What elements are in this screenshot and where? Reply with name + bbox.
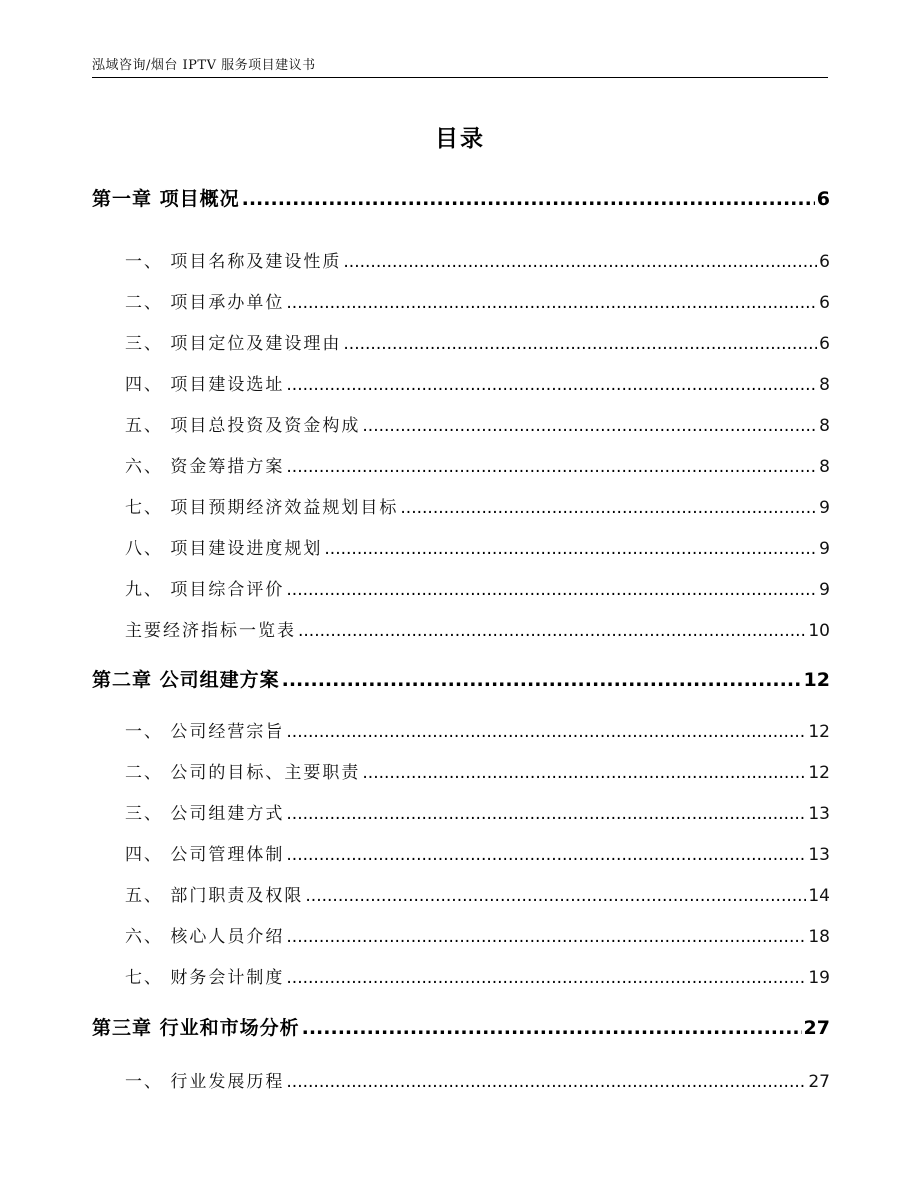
toc-dot-leader [302, 1017, 802, 1039]
toc-entry-label: 二、 公司的目标、主要职责 [125, 763, 361, 783]
toc-dot-leader [282, 669, 802, 691]
toc-section-entry[interactable] [125, 493, 830, 518]
toc-dot-leader [242, 188, 815, 210]
toc-section-entry[interactable] [125, 247, 830, 272]
toc-entry-label: 第三章 行业和市场分析 [92, 1017, 300, 1039]
toc-entry-label: 五、 项目总投资及资金构成 [125, 416, 361, 436]
toc-section-entry[interactable] [125, 922, 830, 947]
toc-dot-leader [286, 722, 806, 742]
toc-chapter-entry[interactable] [92, 665, 830, 692]
toc-section-entry[interactable] [125, 288, 830, 313]
toc-dot-leader [286, 293, 817, 313]
toc-section-entry[interactable] [125, 1067, 830, 1092]
toc-section-entry[interactable] [125, 963, 830, 988]
toc-entry-label: 四、 公司管理体制 [125, 845, 285, 865]
toc-dot-leader [324, 539, 817, 559]
toc-section-entry[interactable] [125, 452, 830, 477]
toc-page-number: 8 [819, 375, 830, 395]
toc-dot-leader [343, 334, 817, 354]
toc-entry-label: 四、 项目建设选址 [125, 375, 285, 395]
toc-page-number: 9 [819, 580, 830, 600]
toc-entry-label: 七、 财务会计制度 [125, 968, 285, 988]
toc-section-entry[interactable] [125, 370, 830, 395]
toc-page-number: 19 [808, 968, 830, 988]
toc-section-entry[interactable] [125, 575, 830, 600]
toc-dot-leader [362, 763, 806, 783]
toc-section-entry[interactable] [125, 881, 830, 906]
toc-entry-label: 主要经济指标一览表 [125, 621, 296, 641]
toc-entry-label: 一、 项目名称及建设性质 [125, 252, 342, 272]
toc-dot-leader [305, 886, 806, 906]
toc-dot-leader [286, 927, 806, 947]
toc-entry-label: 第二章 公司组建方案 [92, 669, 280, 691]
toc-section-entry[interactable] [125, 717, 830, 742]
toc-page-number: 6 [816, 188, 830, 210]
toc-dot-leader [286, 375, 817, 395]
toc-section-entry[interactable] [125, 799, 830, 824]
toc-page-number: 8 [819, 416, 830, 436]
toc-section-entry[interactable] [125, 840, 830, 865]
toc-page-number: 6 [819, 334, 830, 354]
toc-entry-label: 五、 部门职责及权限 [125, 886, 304, 906]
toc-chapter-entry[interactable] [92, 184, 830, 211]
toc-dot-leader [286, 804, 806, 824]
toc-entry-label: 一、 行业发展历程 [125, 1072, 285, 1092]
toc-dot-leader [362, 416, 817, 436]
toc-page-number: 27 [803, 1017, 830, 1039]
toc-entry-label: 六、 核心人员介绍 [125, 927, 285, 947]
toc-dot-leader [286, 968, 806, 988]
toc-page-number: 13 [808, 804, 830, 824]
toc-entry-label: 九、 项目综合评价 [125, 580, 285, 600]
toc-entry-label: 八、 项目建设进度规划 [125, 539, 323, 559]
toc-section-entry[interactable] [125, 411, 830, 436]
toc-page-number: 9 [819, 539, 830, 559]
toc-section-entry[interactable] [125, 534, 830, 559]
toc-entry-label: 六、 资金筹措方案 [125, 457, 285, 477]
toc-dot-leader [286, 457, 817, 477]
running-header: 泓域咨询/烟台 IPTV 服务项目建议书 [92, 58, 316, 73]
toc-section-entry[interactable] [125, 329, 830, 354]
toc-page-number: 18 [808, 927, 830, 947]
toc-page-number: 6 [819, 293, 830, 313]
toc-entry-label: 七、 项目预期经济效益规划目标 [125, 498, 399, 518]
toc-page-number: 13 [808, 845, 830, 865]
toc-page-number: 12 [803, 669, 830, 691]
toc-section-entry[interactable] [125, 616, 830, 641]
toc-page-number: 8 [819, 457, 830, 477]
toc-dot-leader [298, 621, 806, 641]
toc-entry-label: 一、 公司经营宗旨 [125, 722, 285, 742]
toc-section-entry[interactable] [125, 758, 830, 783]
toc-title: 目录 [435, 126, 485, 152]
toc-dot-leader [286, 845, 806, 865]
toc-entry-label: 二、 项目承办单位 [125, 293, 285, 313]
toc-page-number: 12 [808, 722, 830, 742]
toc-page-number: 12 [808, 763, 830, 783]
toc-dot-leader [400, 498, 817, 518]
toc-dot-leader [286, 1072, 806, 1092]
toc-entry-label: 第一章 项目概况 [92, 188, 240, 210]
toc-page-number: 6 [819, 252, 830, 272]
toc-page-number: 9 [819, 498, 830, 518]
toc-dot-leader [286, 580, 817, 600]
toc-entry-label: 三、 项目定位及建设理由 [125, 334, 342, 354]
toc-entry-label: 三、 公司组建方式 [125, 804, 285, 824]
toc-page-number: 10 [808, 621, 830, 641]
toc-dot-leader [343, 252, 817, 272]
toc-chapter-entry[interactable] [92, 1013, 830, 1040]
toc-page-number: 27 [808, 1072, 830, 1092]
toc-page-number: 14 [808, 886, 830, 906]
